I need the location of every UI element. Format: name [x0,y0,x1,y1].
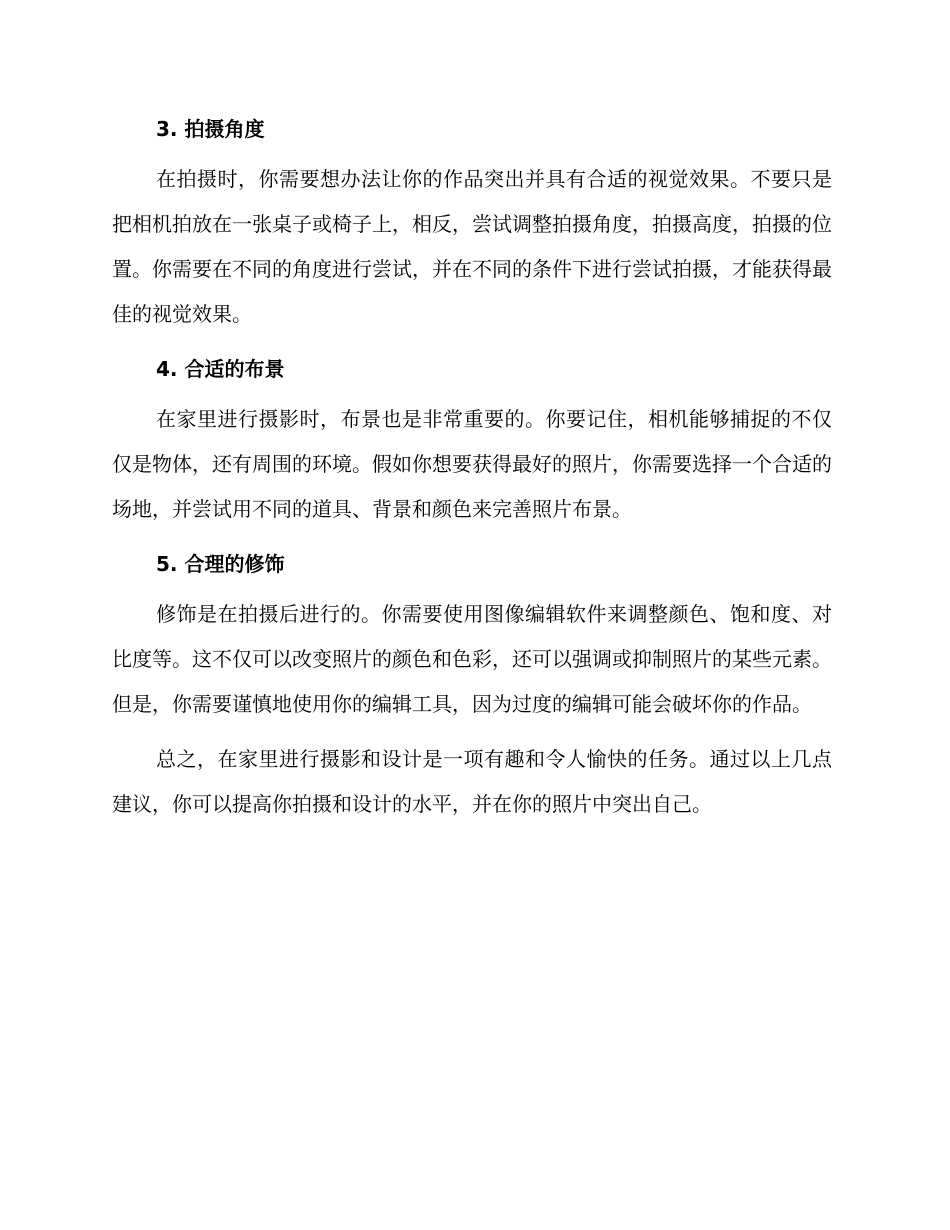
conclusion-paragraph: 总之，在家里进行摄影和设计是一项有趣和令人愉快的任务。通过以上几点建议，你可以提高你拍摄和设计的水平，并在你的照片中突出自己。 [112,747,832,816]
section-heading-set-design: 4. 合适的布景 [156,357,285,381]
section-heading-retouching: 5. 合理的修饰 [156,552,285,576]
spacer [112,727,832,737]
section-paragraph-shooting-angle: 在拍摄时，你需要想办法让你的作品突出并具有合适的视觉效果。不要只是把相机拍放在一张桌子或椅子上，相反，尝试调整拍摄角度，拍摄高度，拍摄的位置。你需要在不同的角度进行尝试，并在不同的条件下进行尝试拍摄，才能获得最佳的视觉效果。 [112,167,832,326]
spacer [112,532,832,542]
section-heading-shooting-angle: 3. 拍摄角度 [156,117,265,141]
document-body [112,107,832,827]
section-paragraph-set-design: 在家里进行摄影时，布景也是非常重要的。你要记住，相机能够捕捉的不仅仅是物体，还有周围的环境。假如你想要获得最好的照片，你需要选择一个合适的场地，并尝试用不同的道具、背景和颜色来完善照片布景。 [112,407,832,521]
spacer [112,337,832,347]
section-paragraph-retouching: 修饰是在拍摄后进行的。你需要使用图像编辑软件来调整颜色、饱和度、对比度等。这不仅可以改变照片的颜色和色彩，还可以强调或抑制照片的某些元素。但是，你需要谨慎地使用你的编辑工具，因为过度的编辑可能会破坏你的作品。 [112,602,832,716]
